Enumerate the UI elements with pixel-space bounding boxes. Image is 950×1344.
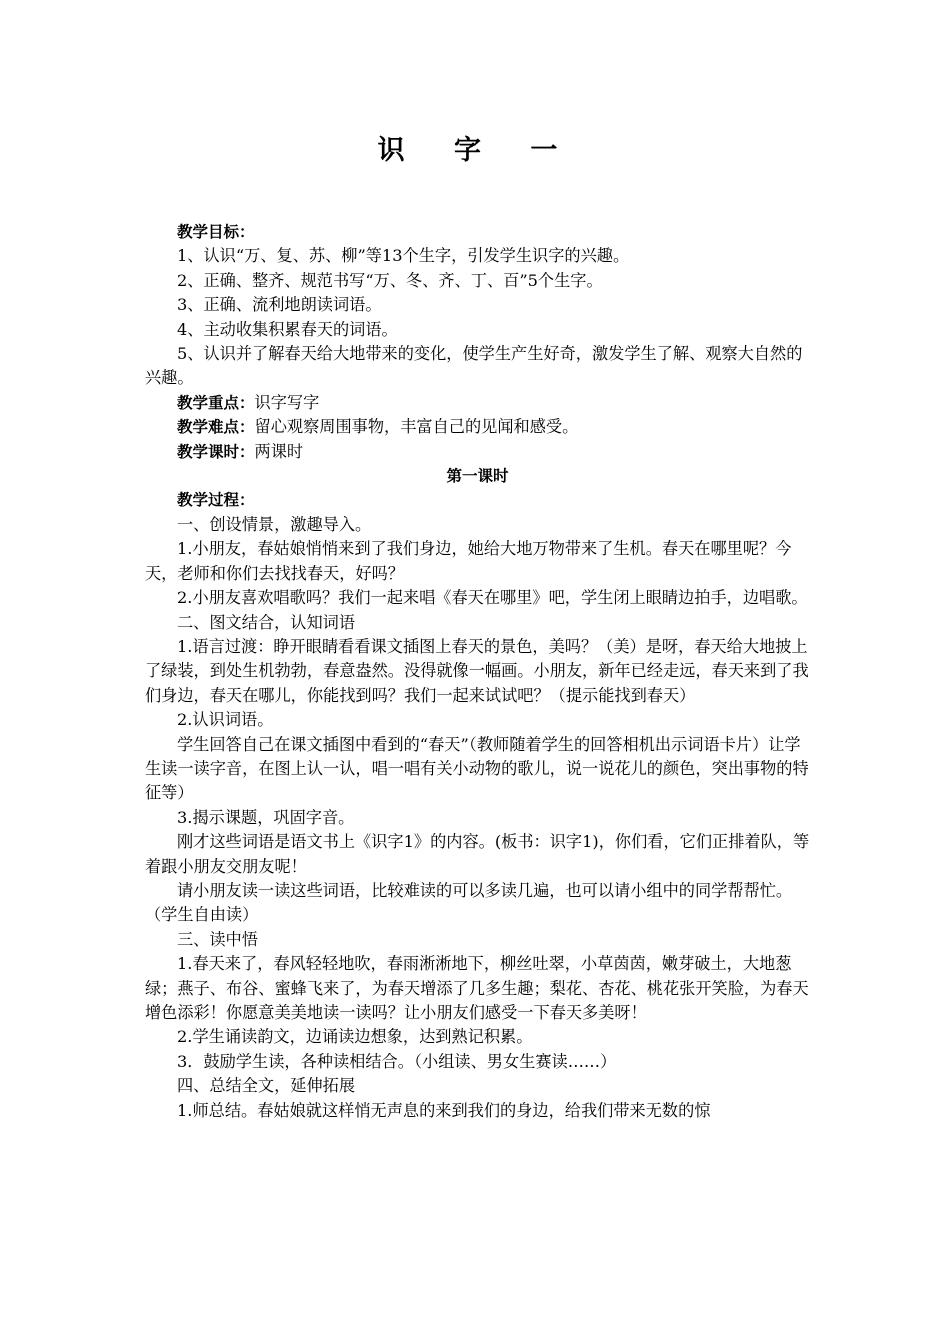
process-item: 1.师总结。春姑娘就这样悄无声息的来到我们的身边，给我们带来无数的惊 <box>177 1100 711 1120</box>
difficulty-label: 教学难点： <box>177 418 255 437</box>
goal-item: 3、正确、流利地朗读词语。 <box>177 295 382 315</box>
process-item: 2.学生诵读韵文，边诵读边想象，达到熟记积累。 <box>177 1027 533 1047</box>
goals-label: 教学目标： <box>177 223 255 241</box>
hours-label: 教学课时： <box>177 442 255 461</box>
process-item: 二、图文结合，认知词语 <box>177 612 356 632</box>
goal-item: 4、主动收集积累春天的词语。 <box>177 319 398 339</box>
process-item: 学生回答自己在课文插图中看到的“春天”（教师随着学生的回答相机出示词语卡片）让学生读一读字音，在图上认一认，唱一唱有关小动物的歌儿，说一说花儿的颜色，突出事物的特征等） <box>145 734 809 803</box>
process-item: 请小朋友读一读这些词语，比较难读的可以多读几遍，也可以请小组中的同学帮帮忙。（学生自由读） <box>145 880 793 925</box>
process-label: 教学过程： <box>177 491 255 510</box>
goal-item: 1、认识“万、复、苏、柳”等13个生字，引发学生识字的兴趣。 <box>177 246 630 266</box>
page-title: 识 字 一 <box>377 135 578 166</box>
process-item: 1.小朋友，春姑娘悄悄来到了我们身边，她给大地万物带来了生机。春天在哪里呢？今天，老师和你们去找找春天，好吗？ <box>145 539 792 583</box>
lesson-heading: 第一课时 <box>446 467 509 486</box>
process-item: 1.语言过渡：睁开眼睛看看课文插图上春天的景色，美吗？（美）是呀，春天给大地披上了绿装，到处生机勃勃，春意盎然。没得就像一幅画。小朋友，新年已经走远，春天来到了我们身边，春天在哪儿，你能找到吗？我们一起来试试吧？（提示能找到春天） <box>145 636 809 705</box>
hours-value: 两课时 <box>254 441 304 461</box>
process-item: 刚才这些词语是语文书上《识字1》的内容。(板书：识字1)，你们看，它们正排着队，等着跟小朋友交朋友呢！ <box>145 832 810 876</box>
class-hours <box>145 440 810 464</box>
process-item: 2.小朋友喜欢唱歌吗？我们一起来唱《春天在哪里》吧，学生闭上眼睛边拍手，边唱歌。 <box>177 588 808 608</box>
process-item: 1.春天来了，春风轻轻地吹，春雨淅淅地下，柳丝吐翠，小草茵茵，嫩芽破土，大地葱绿；燕子、布谷、蜜蜂飞来了，为春天增添了几多生趣；梨花、杏花、桃花张开笑脸，为春天增色添彩！你愿意美美地读一读吗？让小朋友们感受一下春天多美呀！ <box>145 954 809 1022</box>
key-point <box>145 391 810 415</box>
difficulty-value: 留心观察周围事物，丰富自己的见闻和感受。 <box>254 417 579 437</box>
key-label: 教学重点： <box>177 393 255 412</box>
difficulty-point <box>145 415 810 439</box>
goal-item: 5、认识并了解春天给大地带来的变化，使学生产生好奇，激发学生了解、观察大自然的兴趣。 <box>145 344 803 388</box>
process-item: 3.揭示课题，巩固字音。 <box>177 807 355 827</box>
process-item: 一、创设情景，激趣导入。 <box>177 514 372 534</box>
goal-item: 2、正确、整齐、规范书写“万、冬、齐、丁、百”5个生字。 <box>177 270 603 290</box>
key-value: 识字写字 <box>254 392 320 412</box>
process-item: 3．鼓励学生读，各种读相结合。（小组读、男女生赛读……） <box>177 1051 617 1071</box>
process-item: 三、读中悟 <box>177 929 258 949</box>
process-item: 四、总结全文，延伸拓展 <box>177 1076 356 1096</box>
process-item: 2.认识词语。 <box>177 710 274 730</box>
